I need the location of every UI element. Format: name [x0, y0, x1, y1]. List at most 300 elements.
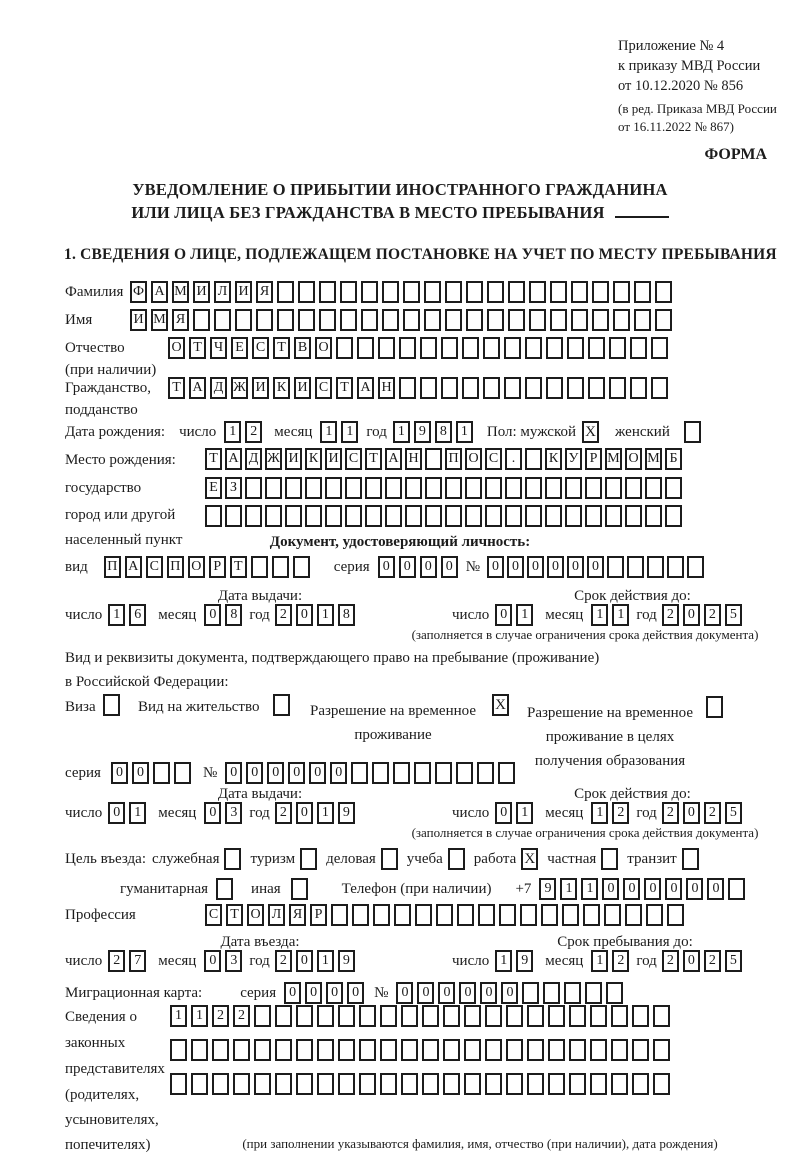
- form-cell[interactable]: 0: [602, 878, 619, 900]
- form-cell[interactable]: [465, 505, 482, 527]
- form-cell[interactable]: [340, 281, 357, 303]
- form-cell[interactable]: 0: [623, 878, 640, 900]
- form-cell[interactable]: Т: [189, 337, 206, 359]
- form-cell[interactable]: С: [315, 377, 332, 399]
- form-cell[interactable]: [525, 377, 542, 399]
- form-cell[interactable]: [464, 1005, 481, 1027]
- form-cell[interactable]: Я: [289, 904, 306, 926]
- form-cell[interactable]: [361, 309, 378, 331]
- form-cell[interactable]: Я: [256, 281, 273, 303]
- form-cell[interactable]: И: [285, 448, 302, 470]
- form-cell[interactable]: [445, 309, 462, 331]
- form-cell[interactable]: [588, 377, 605, 399]
- form-cell[interactable]: [378, 337, 395, 359]
- form-cell[interactable]: [420, 337, 437, 359]
- form-cell[interactable]: [498, 762, 515, 784]
- form-cell[interactable]: 0: [204, 802, 221, 824]
- form-cell[interactable]: А: [125, 556, 142, 578]
- form-cell[interactable]: [285, 505, 302, 527]
- form-cell[interactable]: [265, 477, 282, 499]
- form-cell[interactable]: [485, 477, 502, 499]
- form-cell[interactable]: [325, 505, 342, 527]
- form-cell[interactable]: И: [294, 377, 311, 399]
- form-cell[interactable]: 0: [567, 556, 584, 578]
- form-cell[interactable]: [359, 1005, 376, 1027]
- form-cell[interactable]: 0: [284, 982, 301, 1004]
- form-cell[interactable]: [254, 1005, 271, 1027]
- form-cell[interactable]: [522, 982, 539, 1004]
- form-cell[interactable]: Р: [585, 448, 602, 470]
- form-cell[interactable]: [393, 762, 410, 784]
- form-cell[interactable]: [525, 477, 542, 499]
- form-cell[interactable]: [214, 309, 231, 331]
- form-cell[interactable]: [403, 281, 420, 303]
- form-cell[interactable]: [477, 762, 494, 784]
- form-cell[interactable]: [545, 477, 562, 499]
- form-cell[interactable]: 1: [317, 950, 334, 972]
- form-cell[interactable]: 0: [420, 556, 437, 578]
- form-cell[interactable]: [425, 448, 442, 470]
- form-cell[interactable]: В: [294, 337, 311, 359]
- form-cell[interactable]: [319, 281, 336, 303]
- form-cell[interactable]: [485, 1073, 502, 1095]
- form-cell[interactable]: [443, 1073, 460, 1095]
- form-cell[interactable]: 0: [459, 982, 476, 1004]
- form-cell[interactable]: [506, 1005, 523, 1027]
- form-cell[interactable]: 1: [320, 421, 337, 443]
- form-cell[interactable]: Ч: [210, 337, 227, 359]
- form-cell[interactable]: [170, 1039, 187, 1061]
- form-cell[interactable]: 0: [527, 556, 544, 578]
- form-cell[interactable]: [630, 337, 647, 359]
- form-cell[interactable]: [254, 1073, 271, 1095]
- form-cell[interactable]: [357, 337, 374, 359]
- form-cell[interactable]: [456, 762, 473, 784]
- form-cell[interactable]: [569, 1073, 586, 1095]
- form-cell[interactable]: [506, 1073, 523, 1095]
- form-cell[interactable]: 0: [204, 604, 221, 626]
- form-cell[interactable]: М: [151, 309, 168, 331]
- form-cell[interactable]: А: [385, 448, 402, 470]
- form-cell[interactable]: 0: [396, 982, 413, 1004]
- form-cell[interactable]: Т: [365, 448, 382, 470]
- form-cell[interactable]: [193, 309, 210, 331]
- form-cell[interactable]: [527, 1005, 544, 1027]
- form-cell[interactable]: [546, 377, 563, 399]
- form-cell[interactable]: [632, 1005, 649, 1027]
- form-cell[interactable]: О: [465, 448, 482, 470]
- form-cell[interactable]: [564, 982, 581, 1004]
- form-cell[interactable]: [565, 505, 582, 527]
- form-cell[interactable]: [645, 477, 662, 499]
- form-cell[interactable]: [478, 904, 495, 926]
- form-cell[interactable]: [422, 1073, 439, 1095]
- form-cell[interactable]: [445, 281, 462, 303]
- form-cell[interactable]: [275, 1005, 292, 1027]
- form-cell[interactable]: [212, 1073, 229, 1095]
- form-cell[interactable]: С: [146, 556, 163, 578]
- form-cell[interactable]: [609, 337, 626, 359]
- form-cell[interactable]: [380, 1073, 397, 1095]
- form-cell[interactable]: [508, 309, 525, 331]
- form-cell[interactable]: 0: [225, 762, 242, 784]
- form-cell[interactable]: [667, 904, 684, 926]
- form-cell[interactable]: [464, 1073, 481, 1095]
- form-cell[interactable]: [585, 982, 602, 1004]
- form-cell[interactable]: [487, 281, 504, 303]
- form-cell[interactable]: [277, 281, 294, 303]
- form-cell[interactable]: 0: [326, 982, 343, 1004]
- form-cell[interactable]: 1: [516, 802, 533, 824]
- form-cell[interactable]: Р: [209, 556, 226, 578]
- form-cell[interactable]: [425, 477, 442, 499]
- form-cell[interactable]: [625, 904, 642, 926]
- form-cell[interactable]: [359, 1039, 376, 1061]
- form-cell[interactable]: 0: [296, 604, 313, 626]
- form-cell[interactable]: 3: [225, 950, 242, 972]
- form-cell[interactable]: [625, 477, 642, 499]
- form-cell[interactable]: И: [252, 377, 269, 399]
- form-cell[interactable]: 2: [662, 950, 679, 972]
- form-cell[interactable]: 1: [108, 604, 125, 626]
- form-cell[interactable]: [422, 1005, 439, 1027]
- form-cell[interactable]: 5: [725, 802, 742, 824]
- form-cell[interactable]: 2: [275, 604, 292, 626]
- form-cell[interactable]: [504, 337, 521, 359]
- form-cell[interactable]: [277, 309, 294, 331]
- form-cell[interactable]: 6: [129, 604, 146, 626]
- form-cell[interactable]: 0: [683, 950, 700, 972]
- form-cell[interactable]: [385, 505, 402, 527]
- form-cell[interactable]: 0: [330, 762, 347, 784]
- form-cell[interactable]: 2: [662, 604, 679, 626]
- form-cell[interactable]: [153, 762, 170, 784]
- form-cell[interactable]: 0: [108, 802, 125, 824]
- form-cell[interactable]: [225, 505, 242, 527]
- form-cell[interactable]: 0: [501, 982, 518, 1004]
- form-cell[interactable]: [604, 904, 621, 926]
- form-cell[interactable]: 9: [539, 878, 556, 900]
- purpose-rabota-checkbox[interactable]: X: [521, 848, 538, 870]
- form-cell[interactable]: 0: [547, 556, 564, 578]
- form-cell[interactable]: [646, 904, 663, 926]
- form-cell[interactable]: [305, 477, 322, 499]
- form-cell[interactable]: [550, 281, 567, 303]
- form-cell[interactable]: [606, 982, 623, 1004]
- form-cell[interactable]: [340, 309, 357, 331]
- form-cell[interactable]: [611, 1005, 628, 1027]
- form-cell[interactable]: [385, 477, 402, 499]
- purpose-sluzhebnaya-checkbox[interactable]: [224, 848, 241, 870]
- form-cell[interactable]: 1: [612, 604, 629, 626]
- form-cell[interactable]: [543, 982, 560, 1004]
- form-cell[interactable]: [525, 448, 542, 470]
- form-cell[interactable]: 0: [683, 604, 700, 626]
- form-cell[interactable]: [630, 377, 647, 399]
- form-cell[interactable]: 2: [275, 802, 292, 824]
- form-cell[interactable]: [665, 505, 682, 527]
- form-cell[interactable]: 1: [170, 1005, 187, 1027]
- form-cell[interactable]: [588, 337, 605, 359]
- form-cell[interactable]: [233, 1039, 250, 1061]
- form-cell[interactable]: 0: [305, 982, 322, 1004]
- form-cell[interactable]: [338, 1039, 355, 1061]
- form-cell[interactable]: С: [345, 448, 362, 470]
- form-cell[interactable]: [372, 762, 389, 784]
- purpose-inaya-checkbox[interactable]: [291, 878, 308, 900]
- form-cell[interactable]: К: [545, 448, 562, 470]
- form-cell[interactable]: А: [189, 377, 206, 399]
- form-cell[interactable]: 0: [417, 982, 434, 1004]
- form-cell[interactable]: [527, 1073, 544, 1095]
- temporary-residence-checkbox[interactable]: X: [492, 694, 509, 716]
- form-cell[interactable]: 5: [725, 950, 742, 972]
- form-cell[interactable]: [665, 477, 682, 499]
- female-checkbox[interactable]: [684, 421, 701, 443]
- form-cell[interactable]: [401, 1005, 418, 1027]
- form-cell[interactable]: [611, 1039, 628, 1061]
- form-cell[interactable]: 0: [288, 762, 305, 784]
- form-cell[interactable]: [585, 477, 602, 499]
- form-cell[interactable]: [651, 377, 668, 399]
- form-cell[interactable]: 1: [224, 421, 241, 443]
- form-cell[interactable]: 8: [338, 604, 355, 626]
- form-cell[interactable]: 9: [516, 950, 533, 972]
- form-cell[interactable]: О: [188, 556, 205, 578]
- form-cell[interactable]: [645, 505, 662, 527]
- form-cell[interactable]: [251, 556, 268, 578]
- form-cell[interactable]: [525, 337, 542, 359]
- form-cell[interactable]: Н: [378, 377, 395, 399]
- form-cell[interactable]: [605, 505, 622, 527]
- form-cell[interactable]: [361, 281, 378, 303]
- form-cell[interactable]: 2: [275, 950, 292, 972]
- form-cell[interactable]: 0: [309, 762, 326, 784]
- temporary-residence-education-checkbox[interactable]: [706, 696, 723, 718]
- form-cell[interactable]: [499, 904, 516, 926]
- form-cell[interactable]: О: [247, 904, 264, 926]
- form-cell[interactable]: [613, 309, 630, 331]
- form-cell[interactable]: [605, 477, 622, 499]
- form-cell[interactable]: [441, 377, 458, 399]
- form-cell[interactable]: 0: [495, 604, 512, 626]
- form-cell[interactable]: М: [605, 448, 622, 470]
- form-cell[interactable]: 1: [393, 421, 410, 443]
- form-cell[interactable]: И: [193, 281, 210, 303]
- form-cell[interactable]: С: [252, 337, 269, 359]
- form-cell[interactable]: [319, 309, 336, 331]
- form-cell[interactable]: [285, 477, 302, 499]
- form-cell[interactable]: [548, 1039, 565, 1061]
- form-cell[interactable]: [174, 762, 191, 784]
- form-cell[interactable]: М: [172, 281, 189, 303]
- form-cell[interactable]: И: [130, 309, 147, 331]
- form-cell[interactable]: 1: [456, 421, 473, 443]
- form-cell[interactable]: [728, 878, 745, 900]
- form-cell[interactable]: 2: [212, 1005, 229, 1027]
- form-cell[interactable]: [191, 1039, 208, 1061]
- form-cell[interactable]: 0: [399, 556, 416, 578]
- form-cell[interactable]: [235, 309, 252, 331]
- form-cell[interactable]: 0: [204, 950, 221, 972]
- form-cell[interactable]: [365, 477, 382, 499]
- residence-permit-checkbox[interactable]: [273, 694, 290, 716]
- form-cell[interactable]: [245, 505, 262, 527]
- form-cell[interactable]: [345, 505, 362, 527]
- form-cell[interactable]: Т: [205, 448, 222, 470]
- form-cell[interactable]: [275, 1073, 292, 1095]
- form-cell[interactable]: К: [305, 448, 322, 470]
- form-cell[interactable]: 1: [560, 878, 577, 900]
- form-cell[interactable]: [607, 556, 624, 578]
- form-cell[interactable]: [317, 1005, 334, 1027]
- form-cell[interactable]: 0: [111, 762, 128, 784]
- form-cell[interactable]: [627, 556, 644, 578]
- form-cell[interactable]: [462, 337, 479, 359]
- form-cell[interactable]: Т: [273, 337, 290, 359]
- form-cell[interactable]: Т: [226, 904, 243, 926]
- form-cell[interactable]: [338, 1005, 355, 1027]
- form-cell[interactable]: [298, 309, 315, 331]
- form-cell[interactable]: 1: [191, 1005, 208, 1027]
- form-cell[interactable]: [569, 1039, 586, 1061]
- form-cell[interactable]: [653, 1073, 670, 1095]
- form-cell[interactable]: [592, 281, 609, 303]
- form-cell[interactable]: 0: [296, 802, 313, 824]
- form-cell[interactable]: 9: [338, 950, 355, 972]
- form-cell[interactable]: [655, 309, 672, 331]
- form-cell[interactable]: О: [625, 448, 642, 470]
- form-cell[interactable]: [424, 309, 441, 331]
- form-cell[interactable]: [422, 1039, 439, 1061]
- form-cell[interactable]: [380, 1039, 397, 1061]
- visa-checkbox[interactable]: [103, 694, 120, 716]
- form-cell[interactable]: А: [357, 377, 374, 399]
- form-cell[interactable]: 8: [225, 604, 242, 626]
- form-cell[interactable]: [359, 1073, 376, 1095]
- form-cell[interactable]: [420, 377, 437, 399]
- form-cell[interactable]: 0: [644, 878, 661, 900]
- form-cell[interactable]: [205, 505, 222, 527]
- form-cell[interactable]: [487, 309, 504, 331]
- form-cell[interactable]: Н: [405, 448, 422, 470]
- form-cell[interactable]: [254, 1039, 271, 1061]
- form-cell[interactable]: [590, 1039, 607, 1061]
- form-cell[interactable]: [546, 337, 563, 359]
- form-cell[interactable]: К: [273, 377, 290, 399]
- form-cell[interactable]: [445, 505, 462, 527]
- form-cell[interactable]: 1: [129, 802, 146, 824]
- form-cell[interactable]: 0: [587, 556, 604, 578]
- form-cell[interactable]: 0: [347, 982, 364, 1004]
- form-cell[interactable]: 0: [441, 556, 458, 578]
- form-cell[interactable]: [191, 1073, 208, 1095]
- form-cell[interactable]: 1: [591, 950, 608, 972]
- form-cell[interactable]: 0: [246, 762, 263, 784]
- form-cell[interactable]: И: [235, 281, 252, 303]
- form-cell[interactable]: [233, 1073, 250, 1095]
- form-cell[interactable]: А: [225, 448, 242, 470]
- form-cell[interactable]: Ж: [265, 448, 282, 470]
- form-cell[interactable]: [687, 556, 704, 578]
- form-cell[interactable]: П: [445, 448, 462, 470]
- form-cell[interactable]: [382, 281, 399, 303]
- form-cell[interactable]: П: [167, 556, 184, 578]
- purpose-delovaya-checkbox[interactable]: [381, 848, 398, 870]
- form-cell[interactable]: Л: [268, 904, 285, 926]
- form-cell[interactable]: [317, 1039, 334, 1061]
- form-cell[interactable]: 0: [487, 556, 504, 578]
- form-cell[interactable]: 0: [665, 878, 682, 900]
- form-cell[interactable]: [466, 309, 483, 331]
- form-cell[interactable]: [548, 1073, 565, 1095]
- form-cell[interactable]: 2: [704, 802, 721, 824]
- form-cell[interactable]: [338, 1073, 355, 1095]
- form-cell[interactable]: [331, 904, 348, 926]
- form-cell[interactable]: [466, 281, 483, 303]
- form-cell[interactable]: [485, 1039, 502, 1061]
- form-cell[interactable]: [485, 1005, 502, 1027]
- form-cell[interactable]: [296, 1073, 313, 1095]
- form-cell[interactable]: [265, 505, 282, 527]
- form-cell[interactable]: [212, 1039, 229, 1061]
- form-cell[interactable]: [441, 337, 458, 359]
- form-cell[interactable]: [405, 505, 422, 527]
- form-cell[interactable]: 2: [245, 421, 262, 443]
- form-cell[interactable]: [562, 904, 579, 926]
- form-cell[interactable]: [592, 309, 609, 331]
- form-cell[interactable]: 0: [267, 762, 284, 784]
- form-cell[interactable]: [401, 1039, 418, 1061]
- purpose-ucheba-checkbox[interactable]: [448, 848, 465, 870]
- form-cell[interactable]: [415, 904, 432, 926]
- form-cell[interactable]: [436, 904, 453, 926]
- form-cell[interactable]: [625, 505, 642, 527]
- form-cell[interactable]: Д: [245, 448, 262, 470]
- form-cell[interactable]: 1: [591, 604, 608, 626]
- form-cell[interactable]: [245, 477, 262, 499]
- form-cell[interactable]: Т: [230, 556, 247, 578]
- form-cell[interactable]: А: [151, 281, 168, 303]
- form-cell[interactable]: [445, 477, 462, 499]
- form-cell[interactable]: [293, 556, 310, 578]
- form-cell[interactable]: У: [565, 448, 582, 470]
- form-cell[interactable]: [325, 477, 342, 499]
- form-cell[interactable]: [529, 309, 546, 331]
- form-cell[interactable]: 1: [495, 950, 512, 972]
- form-cell[interactable]: [569, 1005, 586, 1027]
- form-cell[interactable]: [403, 309, 420, 331]
- form-cell[interactable]: [634, 281, 651, 303]
- form-cell[interactable]: [590, 1073, 607, 1095]
- form-cell[interactable]: 1: [341, 421, 358, 443]
- form-cell[interactable]: 2: [233, 1005, 250, 1027]
- form-cell[interactable]: М: [645, 448, 662, 470]
- form-cell[interactable]: 0: [495, 802, 512, 824]
- form-cell[interactable]: [443, 1005, 460, 1027]
- form-cell[interactable]: [462, 377, 479, 399]
- form-cell[interactable]: [548, 1005, 565, 1027]
- form-cell[interactable]: [380, 1005, 397, 1027]
- form-cell[interactable]: [667, 556, 684, 578]
- form-cell[interactable]: [317, 1073, 334, 1095]
- form-cell[interactable]: [525, 505, 542, 527]
- form-cell[interactable]: [256, 309, 273, 331]
- form-cell[interactable]: [567, 337, 584, 359]
- purpose-gumanitarnaya-checkbox[interactable]: [216, 878, 233, 900]
- form-cell[interactable]: 3: [225, 802, 242, 824]
- form-cell[interactable]: 0: [480, 982, 497, 1004]
